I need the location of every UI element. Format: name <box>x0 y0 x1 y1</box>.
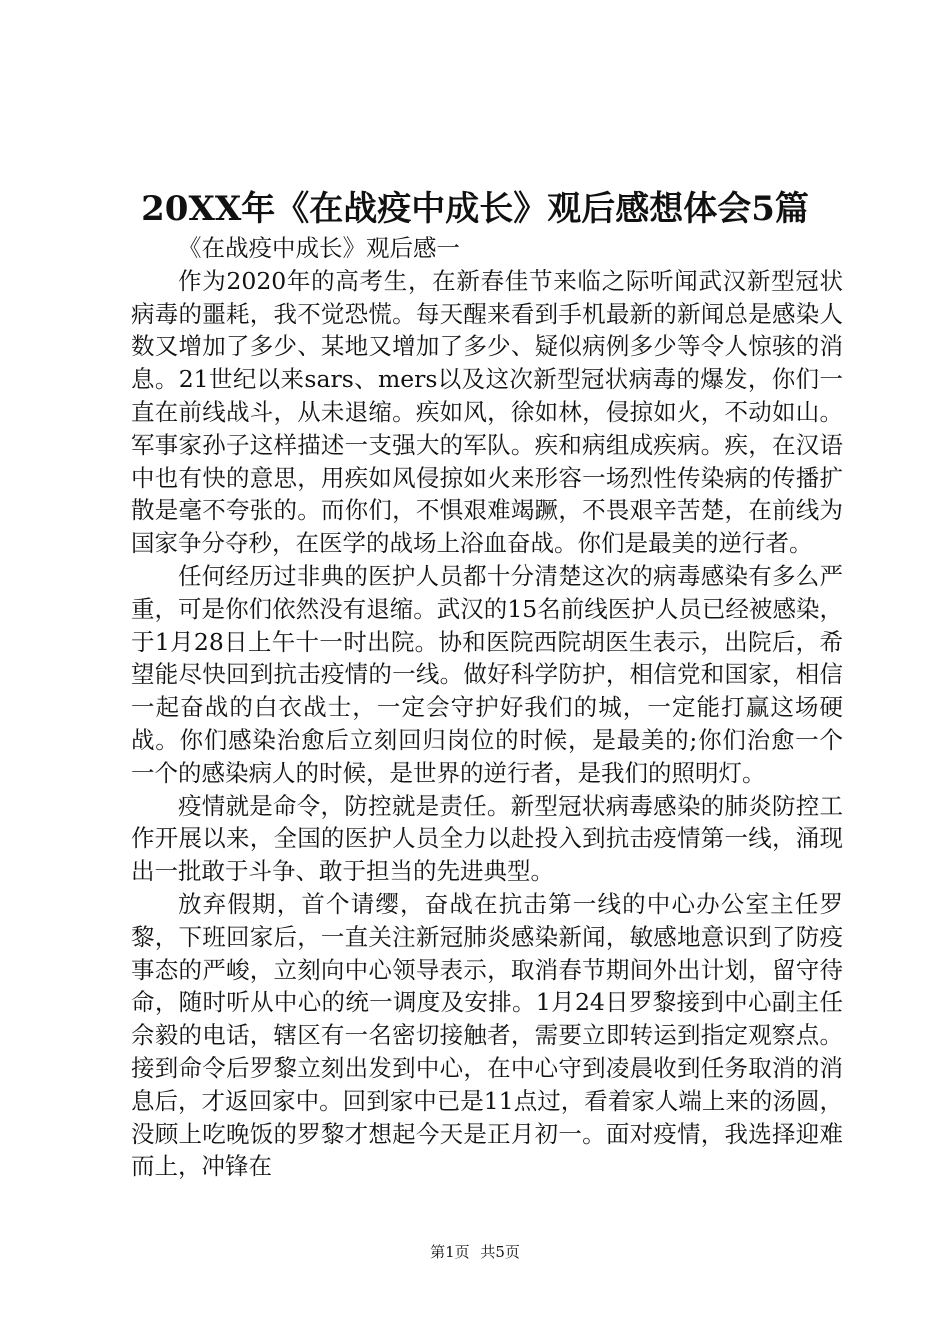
paragraph: 疫情就是命令，防控就是责任。新型冠状病毒感染的肺炎防控工作开展以来，全国的医护人员全力以赴投入到抗击疫情第一线，涌现出一批敢于斗争、敢于担当的先进典型。 <box>131 791 843 886</box>
paragraph: 放弃假期，首个请缨，奋战在抗击第一线的中心办公室主任罗黎，下班回家后，一直关注新冠肺炎感染新闻，敏感地意识到了防疫事态的严峻，立刻向中心领导表示，取消春节期间外出计划，留守待命，随时听从中心的统一调度及安排。1月24日罗黎接到中心副主任佘毅的电话，辖区有一名密切接触者，需要立即转运到指定观察点。接到命令后罗黎立刻出发到中心，在中心守到凌晨收到任务取消的消息后，才返回家中。回到家中已是11点过，看着家人端上来的汤圆，没顾上吃晚饭的罗黎才想起今天是正月初一。面对疫情，我选择迎难而上，冲锋在 <box>131 889 843 1181</box>
page-footer <box>0 1242 950 1262</box>
paragraph: 作为2020年的高考生，在新春佳节来临之际听闻武汉新型冠状病毒的噩耗，我不觉恐慌。每天醒来看到手机最新的新闻总是感染人数又增加了多少、某地又增加了多少、疑似病例多少等令人惊骇的消息。21世纪以来sars、mers以及这次新型冠状病毒的爆发，你们一直在前线战斗，从未退缩。疾如风，徐如林，侵掠如火，不动如山。军事家孙子这样描述一支强大的军队。疾和病组成疾病。疾，在汉语中也有快的意思，用疾如风侵掠如火来形容一场烈性传染病的传播扩散是毫不夸张的。而你们，不惧艰难竭蹶，不畏艰辛苦楚，在前线为国家争分夺秒，在医学的战场上浴血奋战。你们是最美的逆行者。 <box>131 266 843 558</box>
section-heading: 《在战疫中成长》观后感一 <box>178 234 460 262</box>
page-number: 第1页 <box>430 1243 470 1261</box>
document-title: 20XX年《在战疫中成长》观后感想体会5篇 <box>141 189 809 229</box>
page-total: 共5页 <box>480 1243 520 1261</box>
paragraph: 任何经历过非典的医护人员都十分清楚这次的病毒感染有多么严重，可是你们依然没有退缩。武汉的15名前线医护人员已经被感染，于1月28日上午十一时出院。协和医院西院胡医生表示，出院后，希望能尽快回到抗击疫情的一线。做好科学防护，相信党和国家，相信一起奋战的白衣战士，一定会守护好我们的城，一定能打赢这场硬战。你们感染治愈后立刻回归岗位的时候，是最美的;你们治愈一个一个的感染病人的时候，是世界的逆行者，是我们的照明灯。 <box>131 561 843 787</box>
document-body <box>131 232 843 1183</box>
